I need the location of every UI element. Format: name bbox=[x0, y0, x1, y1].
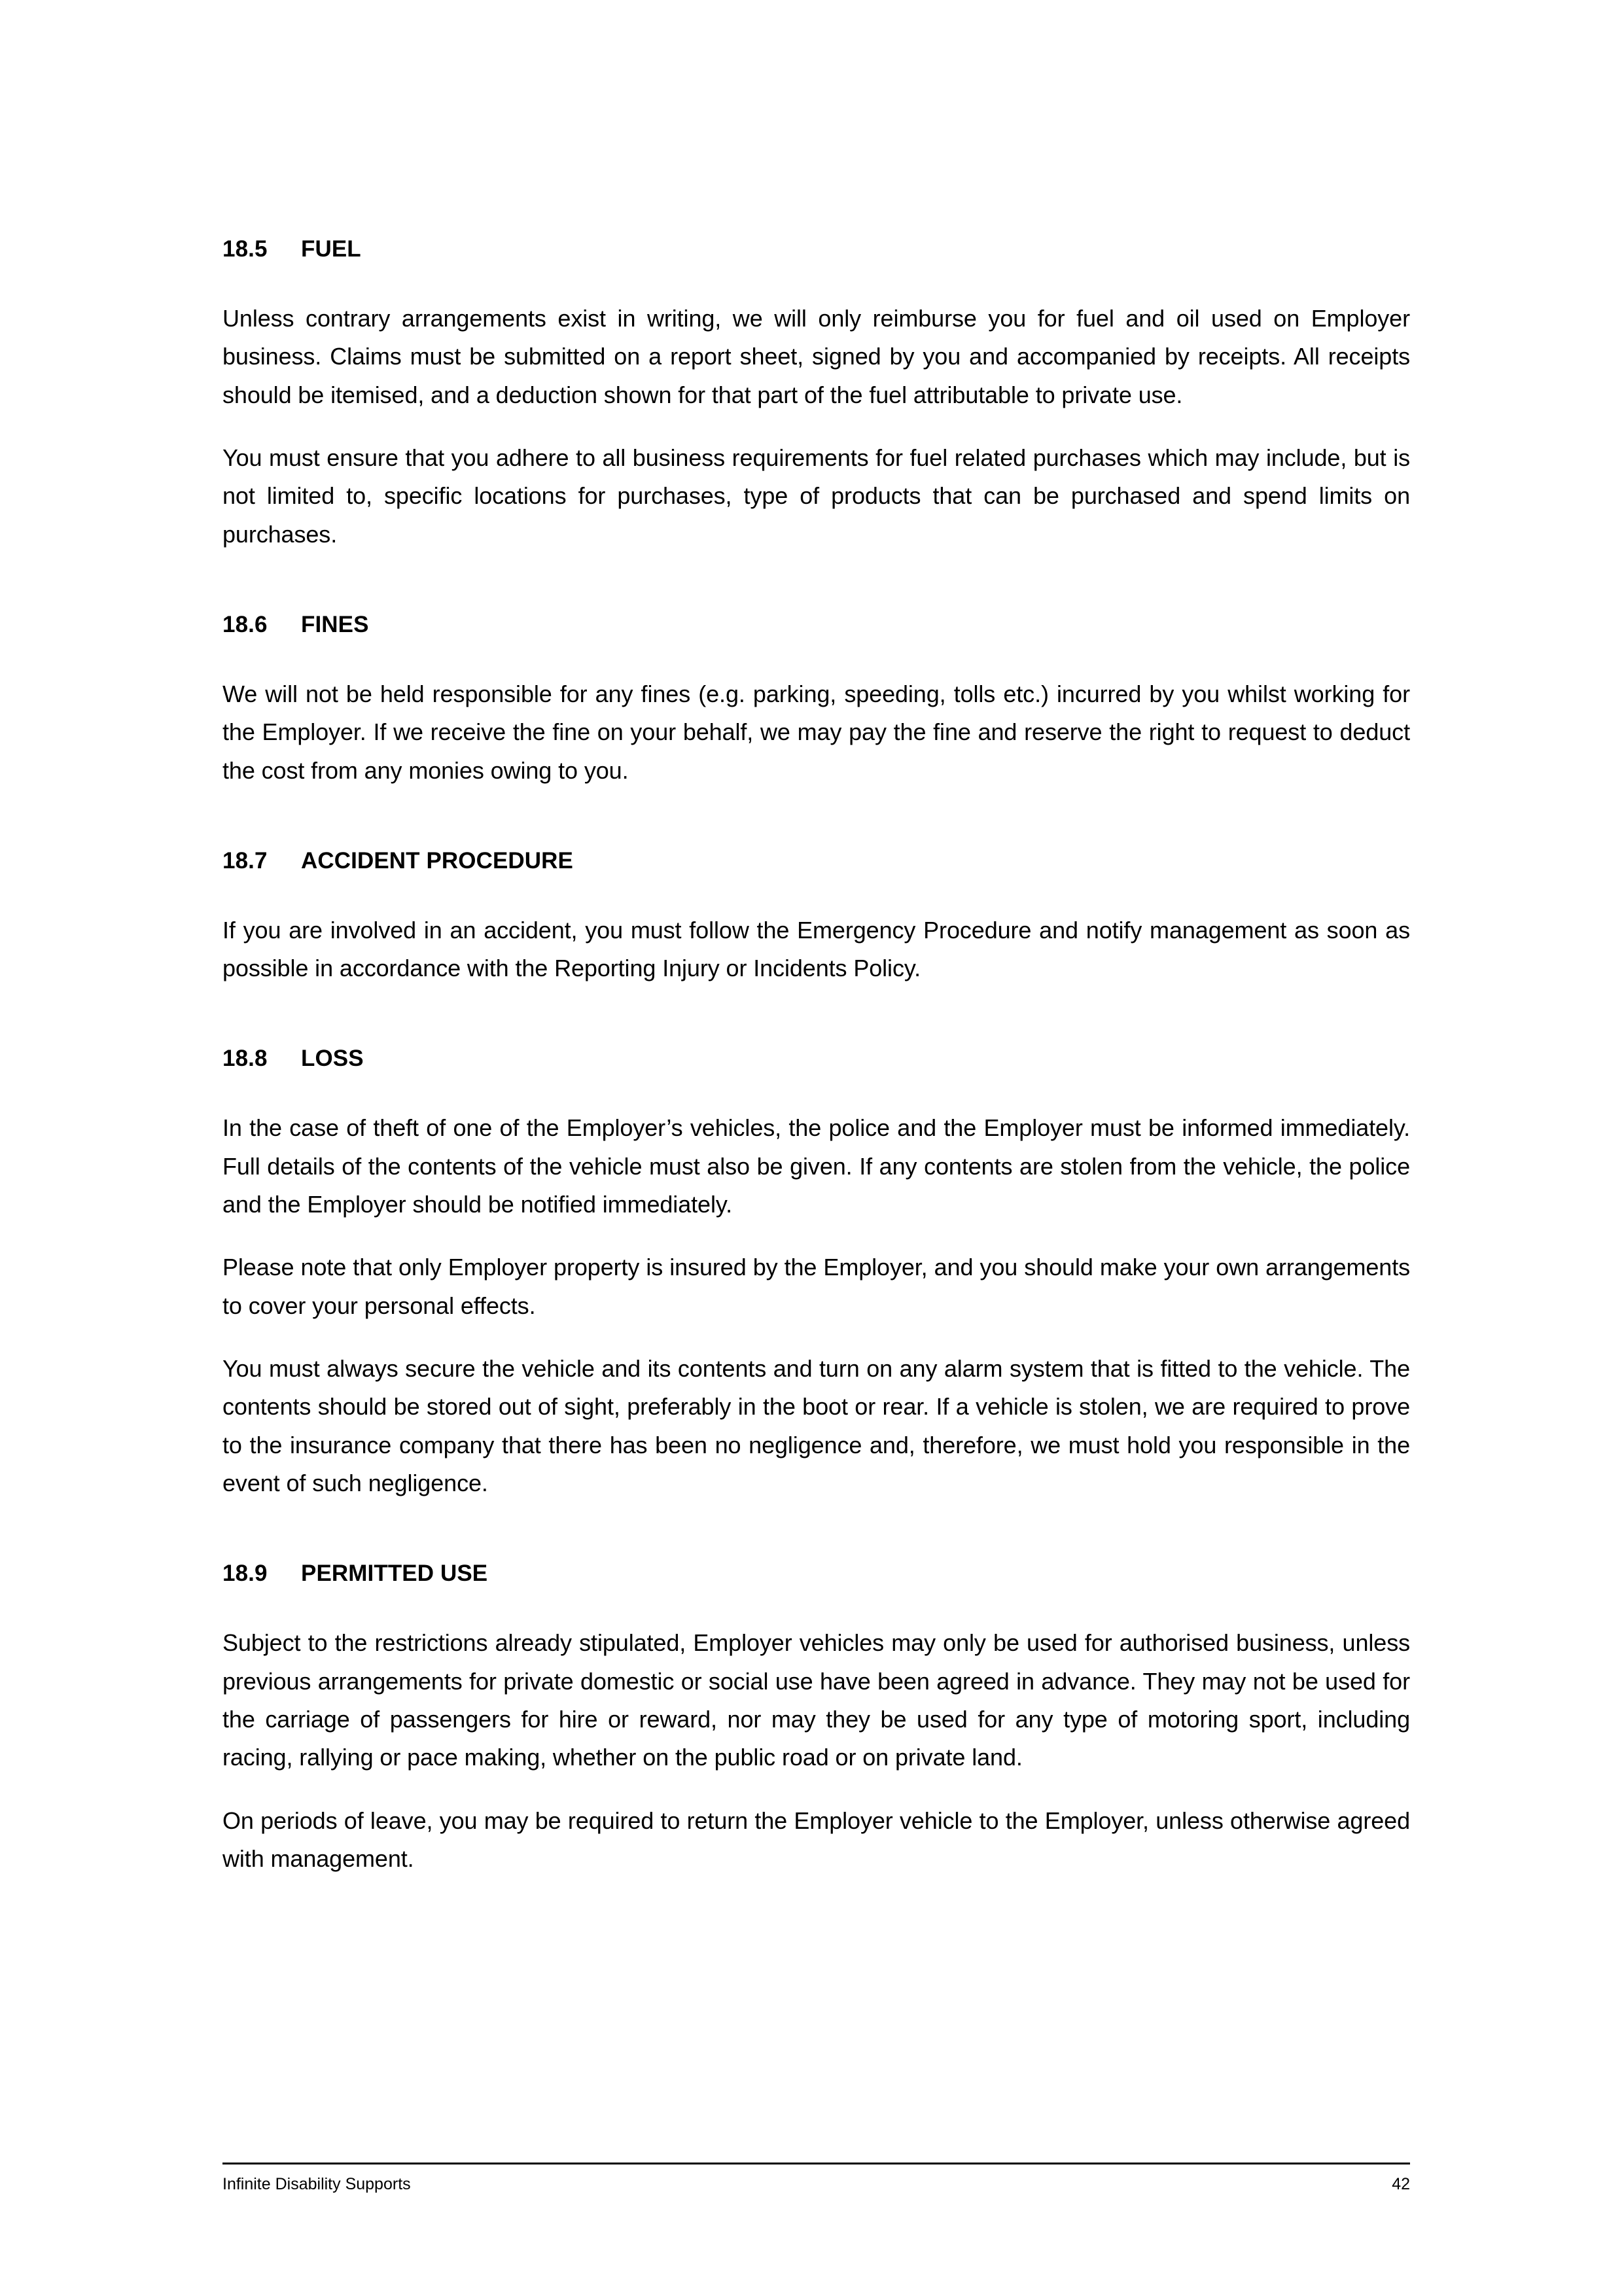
section-18-5 bbox=[222, 236, 1410, 554]
spacer bbox=[222, 414, 1410, 439]
paragraph: Subject to the restrictions already stipulated, Employer vehicles may only be used for authorised business, unless previous arrangements for private domestic or social use have been agreed in advance. They may not be used for the carriage of passengers for hire or reward, nor may they be used for any type of motoring sport, including racing, rallying or pace making, whether on the public road or on private land. bbox=[222, 1629, 1410, 1771]
section-18-9 bbox=[222, 1560, 1410, 1878]
page-content bbox=[222, 236, 1410, 1878]
section-heading-18-8 bbox=[222, 1045, 1410, 1072]
section-number: 18.8 bbox=[222, 1046, 268, 1072]
spacer bbox=[222, 263, 1410, 300]
spacer bbox=[222, 1777, 1410, 1802]
section-18-7 bbox=[222, 847, 1410, 988]
section-title: FUEL bbox=[301, 236, 361, 262]
footer-page-number: 42 bbox=[1392, 2175, 1410, 2193]
section-18-8 bbox=[222, 1045, 1410, 1502]
spacer bbox=[222, 790, 1410, 847]
paragraph: If you are involved in an accident, you must follow the Emergency Procedure and notify management as soon as possible in accordance with the Reporting Injury or Incidents Policy. bbox=[222, 916, 1410, 982]
footer-divider bbox=[222, 2163, 1410, 2164]
spacer bbox=[222, 1224, 1410, 1248]
paragraph: In the case of theft of one of the Employer’s vehicles, the police and the Employer must be informed immediately. Full details of the contents of the vehicle must also be given. If any contents are stolen from the vehicle, the police and the Employer should be notified immediately. bbox=[222, 1114, 1410, 1218]
section-18-6 bbox=[222, 611, 1410, 790]
spacer bbox=[222, 1587, 1410, 1624]
page-footer bbox=[222, 2174, 1410, 2195]
section-heading-18-9 bbox=[222, 1560, 1410, 1587]
footer-organisation: Infinite Disability Supports bbox=[222, 2175, 411, 2193]
section-number: 18.6 bbox=[222, 611, 268, 637]
section-heading-18-7 bbox=[222, 847, 1410, 875]
spacer bbox=[222, 1502, 1410, 1560]
paragraph: We will not be held responsible for any fines (e.g. parking, speeding, tolls etc.) incurred by you whilst working for the Employer. If we receive the fine on your behalf, we may pay the fine and reserve the right to request to deduct the cost from any monies owing to you. bbox=[222, 680, 1410, 784]
section-title: LOSS bbox=[301, 1046, 364, 1072]
paragraph: Unless contrary arrangements exist in writing, we will only reimburse you for fuel and oil used on Employer business. Claims must be submitted on a report sheet, signed by you and accompanied by receipts. All receipts should be itemised, and a deduction shown for that part of the fuel attributable to private use. bbox=[222, 305, 1410, 408]
paragraph: You must ensure that you adhere to all business requirements for fuel related purchases which may include, but is not limited to, specific locations for purchases, type of products that can be purchased and spend limits on purchases. bbox=[222, 444, 1410, 548]
section-heading-18-6 bbox=[222, 611, 1410, 639]
paragraph: On periods of leave, you may be required to return the Employer vehicle to the Employer, unless otherwise agreed with management. bbox=[222, 1807, 1410, 1872]
paragraph: Please note that only Employer property is insured by the Employer, and you should make your own arrangements to cover your personal effects. bbox=[222, 1254, 1410, 1319]
spacer bbox=[222, 1325, 1410, 1350]
spacer bbox=[222, 1072, 1410, 1109]
section-number: 18.5 bbox=[222, 236, 268, 262]
spacer bbox=[222, 987, 1410, 1045]
section-title: FINES bbox=[301, 611, 369, 637]
section-number: 18.7 bbox=[222, 847, 268, 874]
spacer bbox=[222, 639, 1410, 675]
section-title: ACCIDENT PROCEDURE bbox=[301, 847, 573, 874]
section-number: 18.9 bbox=[222, 1561, 268, 1587]
section-heading-18-5 bbox=[222, 236, 1410, 263]
paragraph: You must always secure the vehicle and its contents and turn on any alarm system that is fitted to the vehicle. The contents should be stored out of sight, preferably in the boot or rear. If a vehicle is stolen, we are required to prove to the insurance company that there has been no negligence and, therefore, we must hold you responsible in the event of such negligence. bbox=[222, 1355, 1410, 1496]
spacer bbox=[222, 875, 1410, 911]
spacer bbox=[222, 554, 1410, 611]
section-title: PERMITTED USE bbox=[301, 1561, 488, 1587]
